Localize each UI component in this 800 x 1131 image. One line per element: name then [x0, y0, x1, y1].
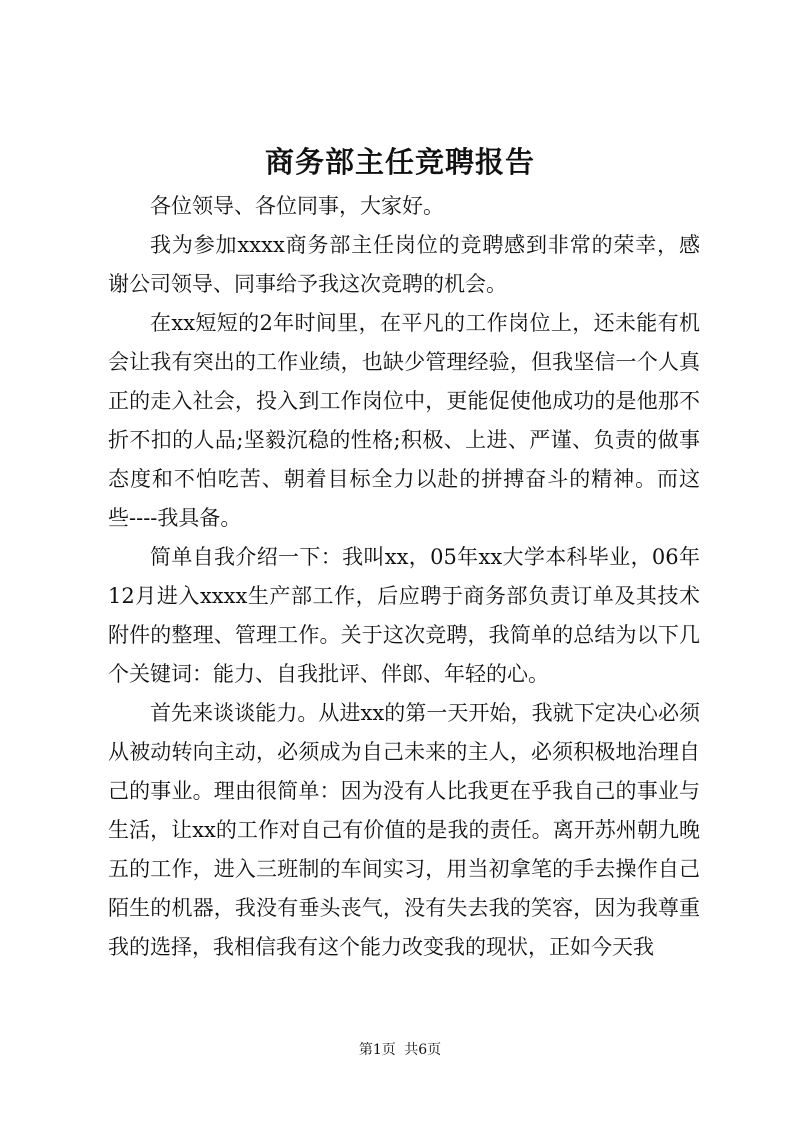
document-title: 商务部主任竞聘报告: [264, 145, 535, 179]
page-footer: [0, 1040, 800, 1060]
document-body: [108, 187, 700, 967]
paragraph-self-introduction: 简单自我介绍一下：我叫xx，05年xx大学本科毕业，06年12月进入xxxx生产部工作，后应聘于商务部负责订单及其技术附件的整理、管理工作。关于这次竞聘，我简单的总结为以下几个关键词：能力、自我批评、伴郎、年轻的心。: [108, 545, 700, 686]
paragraph-thanks: 我为参加xxxx商务部主任岗位的竞聘感到非常的荣幸，感谢公司领导、同事给予我这次竞聘的机会。: [108, 233, 700, 296]
page-number: 第1页: [358, 1042, 396, 1058]
page-total: 共6页: [404, 1042, 442, 1058]
paragraph-experience: 在xx短短的2年时间里，在平凡的工作岗位上，还未能有机会让我有突出的工作业绩，也缺少管理经验，但我坚信一个人真正的走入社会，投入到工作岗位中，更能促使他成功的是他那不折不扣的人品;坚毅沉稳的性格;积极、上进、严谨、负责的做事态度和不怕吃苦、朝着目标全力以赴的拼搏奋斗的精神。而这些----我具备。: [108, 311, 700, 530]
paragraph-greeting: 各位领导、各位同事，大家好。: [150, 194, 444, 218]
paragraph-ability: 首先来谈谈能力。从进xx的第一天开始，我就下定决心必须从被动转向主动，必须成为自己未来的主人，必须积极地治理自己的事业。理由很简单：因为没有人比我更在乎我自己的事业与生活，让xx的工作对自己有价值的是我的责任。离开苏州朝九晚五的工作，进入三班制的车间实习，用当初拿笔的手去操作自己陌生的机器，我没有垂头丧气，没有失去我的笑容，因为我尊重我的选择，我相信我有这个能力改变我的现状，正如今天我: [108, 701, 700, 959]
